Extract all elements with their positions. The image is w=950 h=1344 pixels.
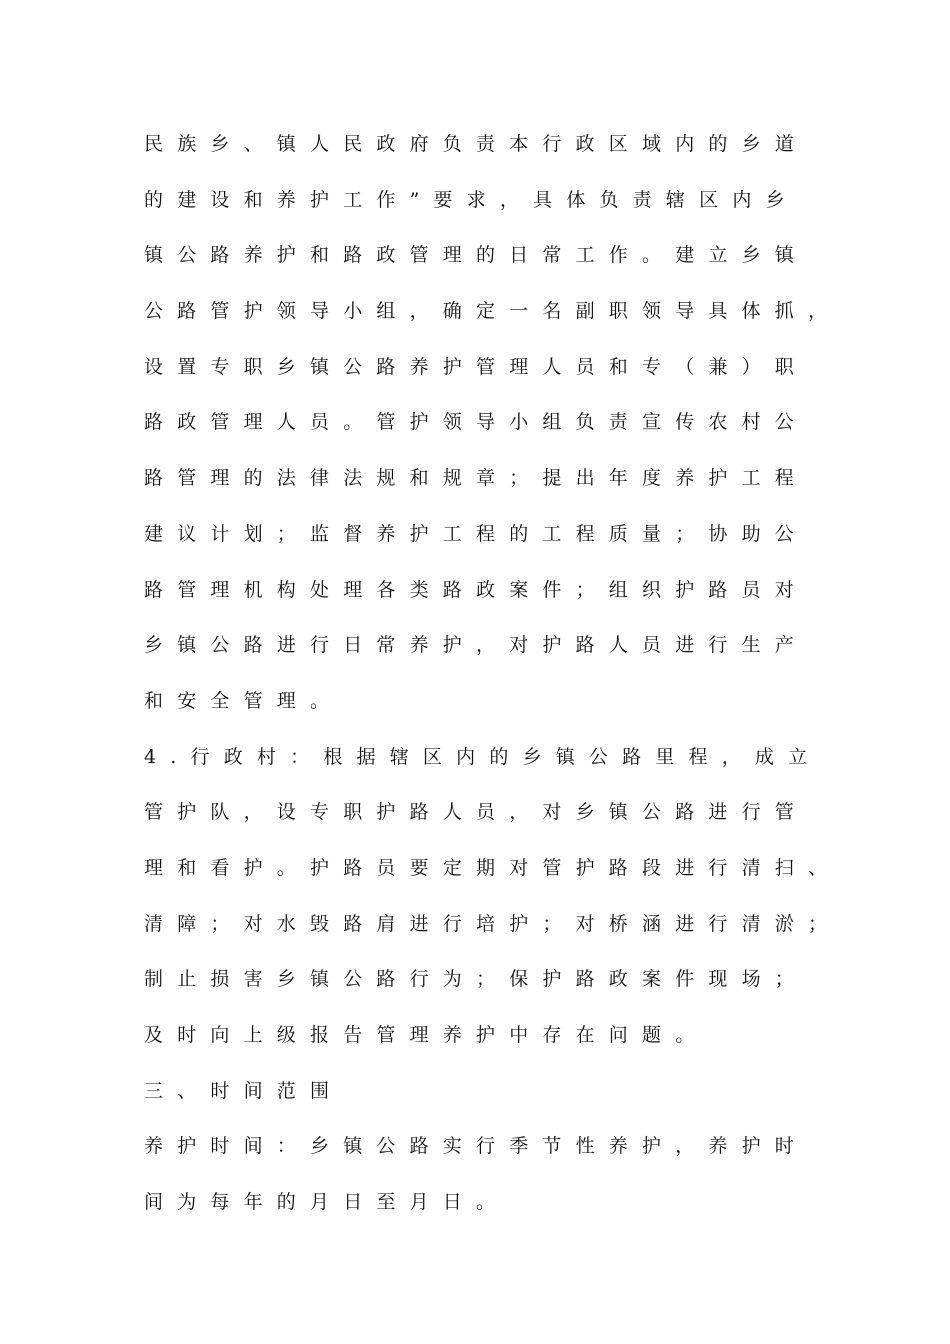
text-line: 及时向上级报告管理养护中存在问题。 — [144, 1024, 709, 1046]
text-line: 管护队，设专职护路人员，对乡镇公路进行管 — [144, 801, 809, 824]
text-line: 的建设和养护工作”要求，具体负责辖区内乡 — [144, 188, 799, 211]
numbered-item-line: 4.行政村：根据辖区内的乡镇公路里程，成立 — [144, 745, 822, 768]
text-line: 制止损害乡镇公路行为；保护路政案件现场； — [144, 968, 809, 991]
text-line: 清障；对水毁路肩进行培护；对桥涵进行清淤； — [144, 912, 842, 935]
section-heading: 三、时间范围 — [144, 1079, 344, 1102]
text-line: 路管理的法律法规和规章；提出年度养护工程 — [144, 467, 809, 490]
text-line: 建议计划；监督养护工程的工程质量；协助公 — [144, 522, 809, 545]
text-line: 间为每年的月日至月日。 — [144, 1191, 510, 1214]
text-line: 理和看护。护路员要定期对管护路段进行清扫、 — [144, 856, 842, 879]
text-line: 路政管理人员。管护领导小组负责宣传农村公 — [144, 411, 809, 434]
body-text — [144, 124, 864, 1238]
text-line: 路管理机构处理各类路政案件；组织护路员对 — [144, 578, 809, 601]
text-line: 公路管护领导小组，确定一名副职领导具体抓， — [144, 300, 842, 323]
text-line: 养护时间：乡镇公路实行季节性养护，养护时 — [144, 1135, 809, 1158]
text-line: 乡镇公路进行日常养护，对护路人员进行生产 — [144, 634, 809, 657]
text-line: 和安全管理。 — [144, 689, 344, 712]
text-line: 镇公路养护和路政管理的日常工作。建立乡镇 — [144, 244, 809, 267]
text-line: 民族乡、镇人民政府负责本行政区域内的乡道 — [144, 133, 809, 155]
text-line: 设置专职乡镇公路养护管理人员和专（兼）职 — [144, 355, 809, 378]
